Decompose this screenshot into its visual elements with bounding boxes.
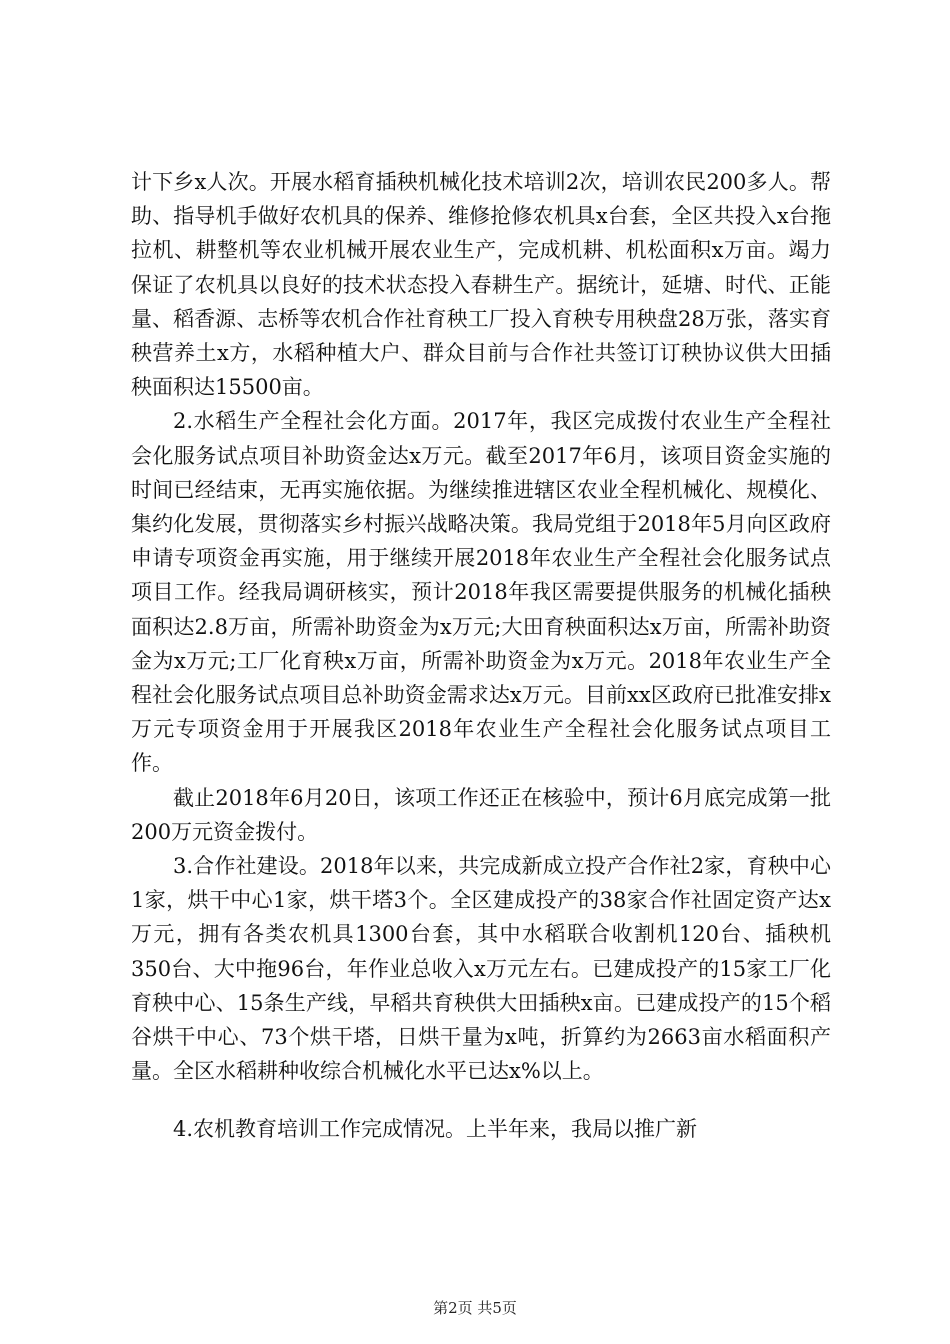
document-body: [131, 165, 831, 1147]
paragraph-3: 截止2018年6月20日，该项工作还正在核验中，预计6月底完成第一批200万元资金拨付。: [131, 785, 831, 844]
paragraph-1: 计下乡x人次。开展水稻育插秧机械化技术培训2次，培训农民200多人。帮助、指导机手做好农机具的保养、维修抢修农机具x台套，全区共投入x台拖拉机、耕整机等农业机械开展农业生产，完成机耕、机松面积x万亩。竭力保证了农机具以良好的技术状态投入春耕生产。据统计，延塘、时代、正能量、稻香源、志桥等农机合作社育秧工厂投入育秧专用秧盘28万张，落实育秧营养土x方，水稻种植大户、群众目前与合作社共签订订秧协议供大田插秧面积达15500亩。: [131, 170, 831, 400]
paragraph-spacer: [131, 1088, 831, 1112]
paragraph-4: 3.合作社建设。2018年以来，共完成新成立投产合作社2家，育秧中心1家，烘干中心1家，烘干塔3个。全区建成投产的38家合作社固定资产达x万元，拥有各类农机具1300台套，其中水稻联合收割机120台、插秧机350台、大中拖96台，年作业总收入x万元左右。已建成投产的15家工厂化育秧中心、15条生产线，早稻共育秧供大田插秧x亩。已建成投产的15个稻谷烘干中心、73个烘干塔，日烘干量为x吨，折算约为2663亩水稻面积产量。全区水稻耕种收综合机械化水平已达x%以上。: [131, 854, 831, 1084]
page-number-footer: 第2页 共5页: [433, 1299, 517, 1317]
paragraph-5: 4.农机教育培训工作完成情况。上半年来，我局以推广新: [173, 1117, 698, 1142]
paragraph-2: 2.水稻生产全程社会化方面。2017年，我区完成拨付农业生产全程社会化服务试点项目补助资金达x万元。截至2017年6月，该项目资金实施的时间已经结束，无再实施依据。为继续推进辖区农业全程机械化、规模化、集约化发展，贯彻落实乡村振兴战略决策。我局党组于2018年5月向区政府申请专项资金再实施，用于继续开展2018年农业生产全程社会化服务试点项目工作。经我局调研核实，预计2018年我区需要提供服务的机械化插秧面积达2.8万亩，所需补助资金为x万元;大田育秧面积达x万亩，所需补助资金为x万元;工厂化育秧x万亩，所需补助资金为x万元。2018年农业生产全程社会化服务试点项目总补助资金需求达x万元。目前xx区政府已批准安排x万元专项资金用于开展我区2018年农业生产全程社会化服务试点项目工作。: [131, 409, 831, 776]
